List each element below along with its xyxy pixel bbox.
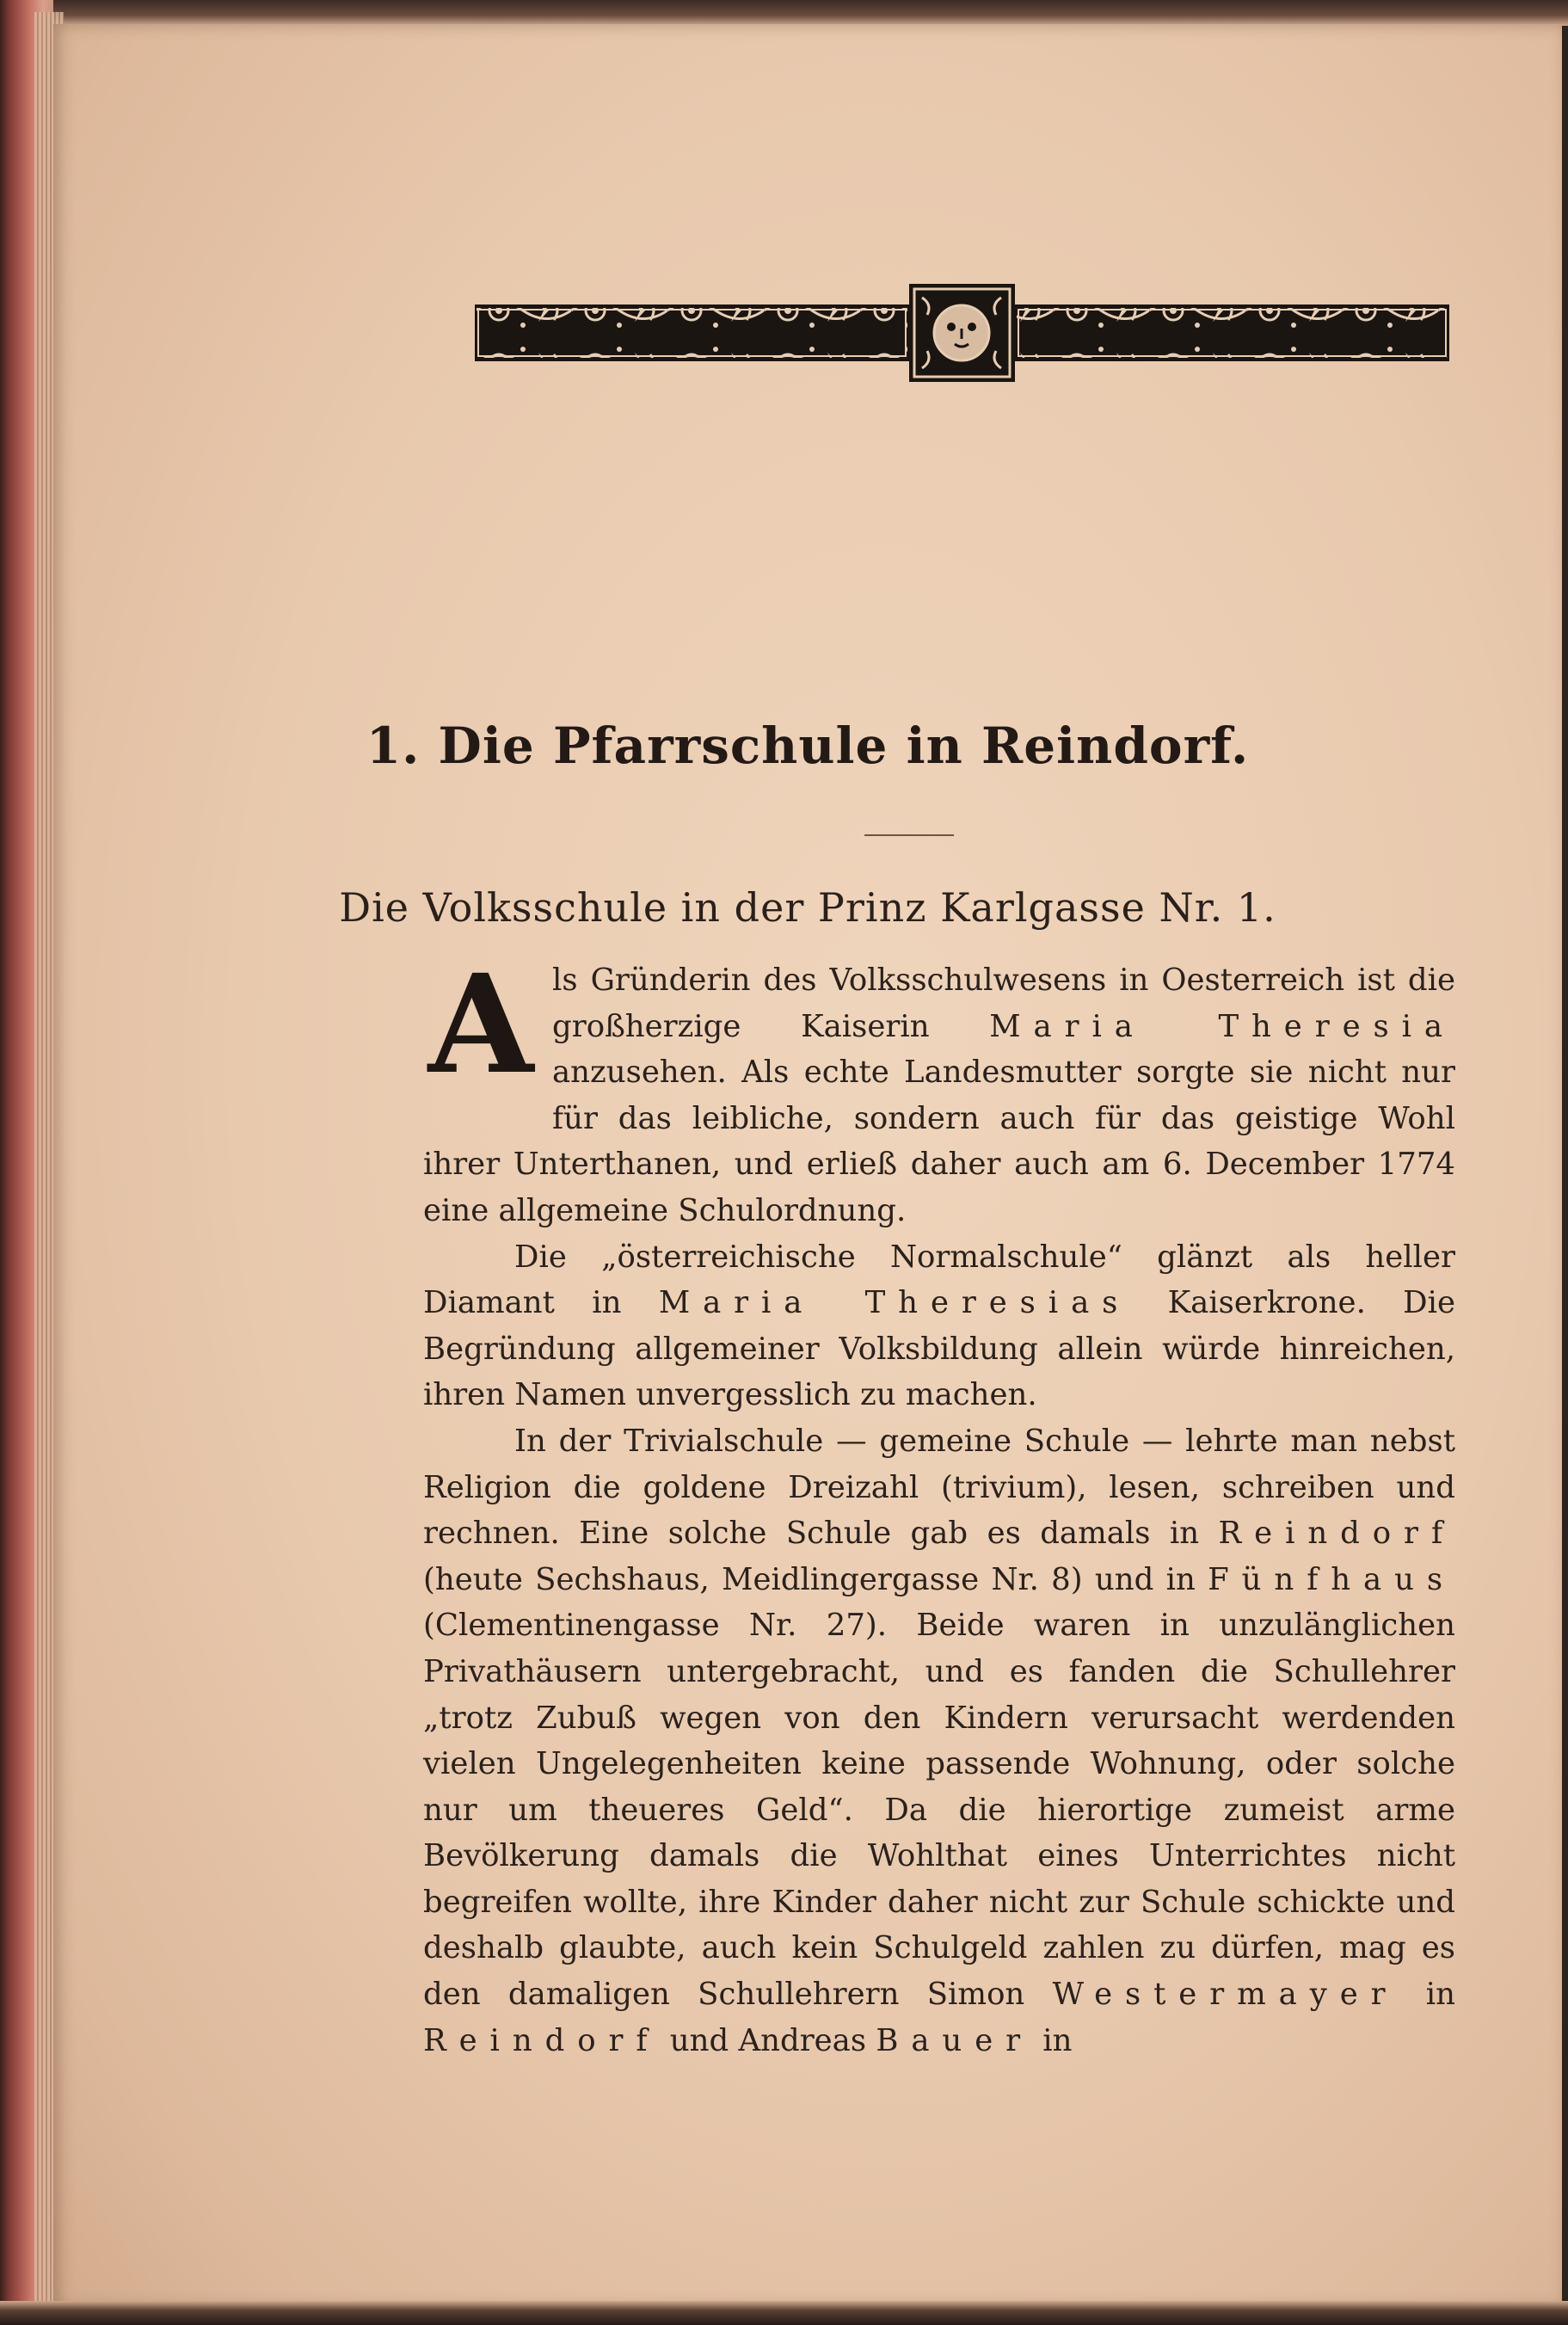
paragraph-3-place-3: Reindorf (423, 2022, 661, 2058)
drop-cap: A (427, 945, 534, 1104)
section-title: Die Volksschule in der Prinz Karlgasse Nr. 1. (339, 884, 1276, 931)
paragraph-3-text-c: (Clementinengasse Nr. 27). Beide waren in unzulänglichen Privathäusern untergebracht, und es fanden die Schullehrer „trotz Zubuß wegen von den Kindern verursacht werdenden vielen Ungelegenheiten keine passende Wohnung, oder solche nur um theueres Geld“. Da die hierortige zumeist arme Bevölkerung damals die Wohlthat eines Unterrichtes nicht begreifen wollte, ihre Kinder daher nicht zur Schule schickte und deshalb glaubte, auch kein Schulgeld zahlen zu dürfen, mag es den damaligen Schullehrern Simon (423, 1608, 1455, 2013)
paragraph-3-text-a: In der Trivialschule — gemeine Schule — lehrte man nebst Religion die goldene Dreizahl (trivium), lesen, schreiben und rechnen. Eine solche Schule gab es damals in (423, 1423, 1455, 1552)
paragraph-3-text-b: (heute Sechshaus, Meidlingergasse Nr. 8) und in (423, 1561, 1208, 1597)
paragraph-2-text-a: Die „österreichische Normalschule“ glänzt als heller Diamant in (423, 1239, 1455, 1321)
paragraph-3-text-f: in (1033, 2022, 1073, 2058)
paragraph-3-place-2: Fünfhaus (1208, 1561, 1455, 1597)
paragraph-3-text-d: in (1398, 1977, 1455, 2013)
paragraph-3-teacher-2: Bauer (876, 2022, 1034, 2058)
paragraph-3-text-e: und Andreas (660, 2022, 876, 2058)
paragraph-2 (423, 1234, 1455, 1418)
page-bottom-edge (0, 2301, 1568, 2325)
paragraph-3-teacher-1: Westermayer (1052, 1977, 1399, 2013)
book-page (53, 24, 1562, 2308)
title-divider (864, 834, 954, 836)
paragraph-3 (423, 1418, 1455, 2064)
ornamental-header-band (475, 284, 1449, 382)
paragraph-2-name: Maria Theresias (658, 1285, 1131, 1321)
paragraph-2-text-b: Kaiserkrone. Die Begründung allgemeiner Volksbildung allein würde hinreichen, ihren Namen unvergesslich zu machen. (423, 1285, 1455, 1413)
body-text (423, 945, 1455, 2064)
paragraph-1-name: Maria Theresia (989, 1008, 1455, 1044)
paragraph-3-place-1: Reindorf (1218, 1516, 1455, 1552)
paragraph-1-text-a: ls Gründerin des Volksschulwesens in Oesterreich ist die großherzige Kaiserin (552, 963, 1455, 1044)
paragraph-1 (423, 945, 1455, 1234)
paragraph-1-text-b: anzusehen. Als echte Landesmutter sorgte sie nicht nur für das leibliche, sondern auch für das geistige Wohl ihrer Unterthanen, und erließ daher auch am 6. December 1774 eine allgemeine Schulordnung. (423, 1055, 1455, 1228)
chapter-title: 1. Die Pfarrschule in Reindorf. (366, 717, 1250, 775)
page-top-edge (0, 0, 1568, 26)
